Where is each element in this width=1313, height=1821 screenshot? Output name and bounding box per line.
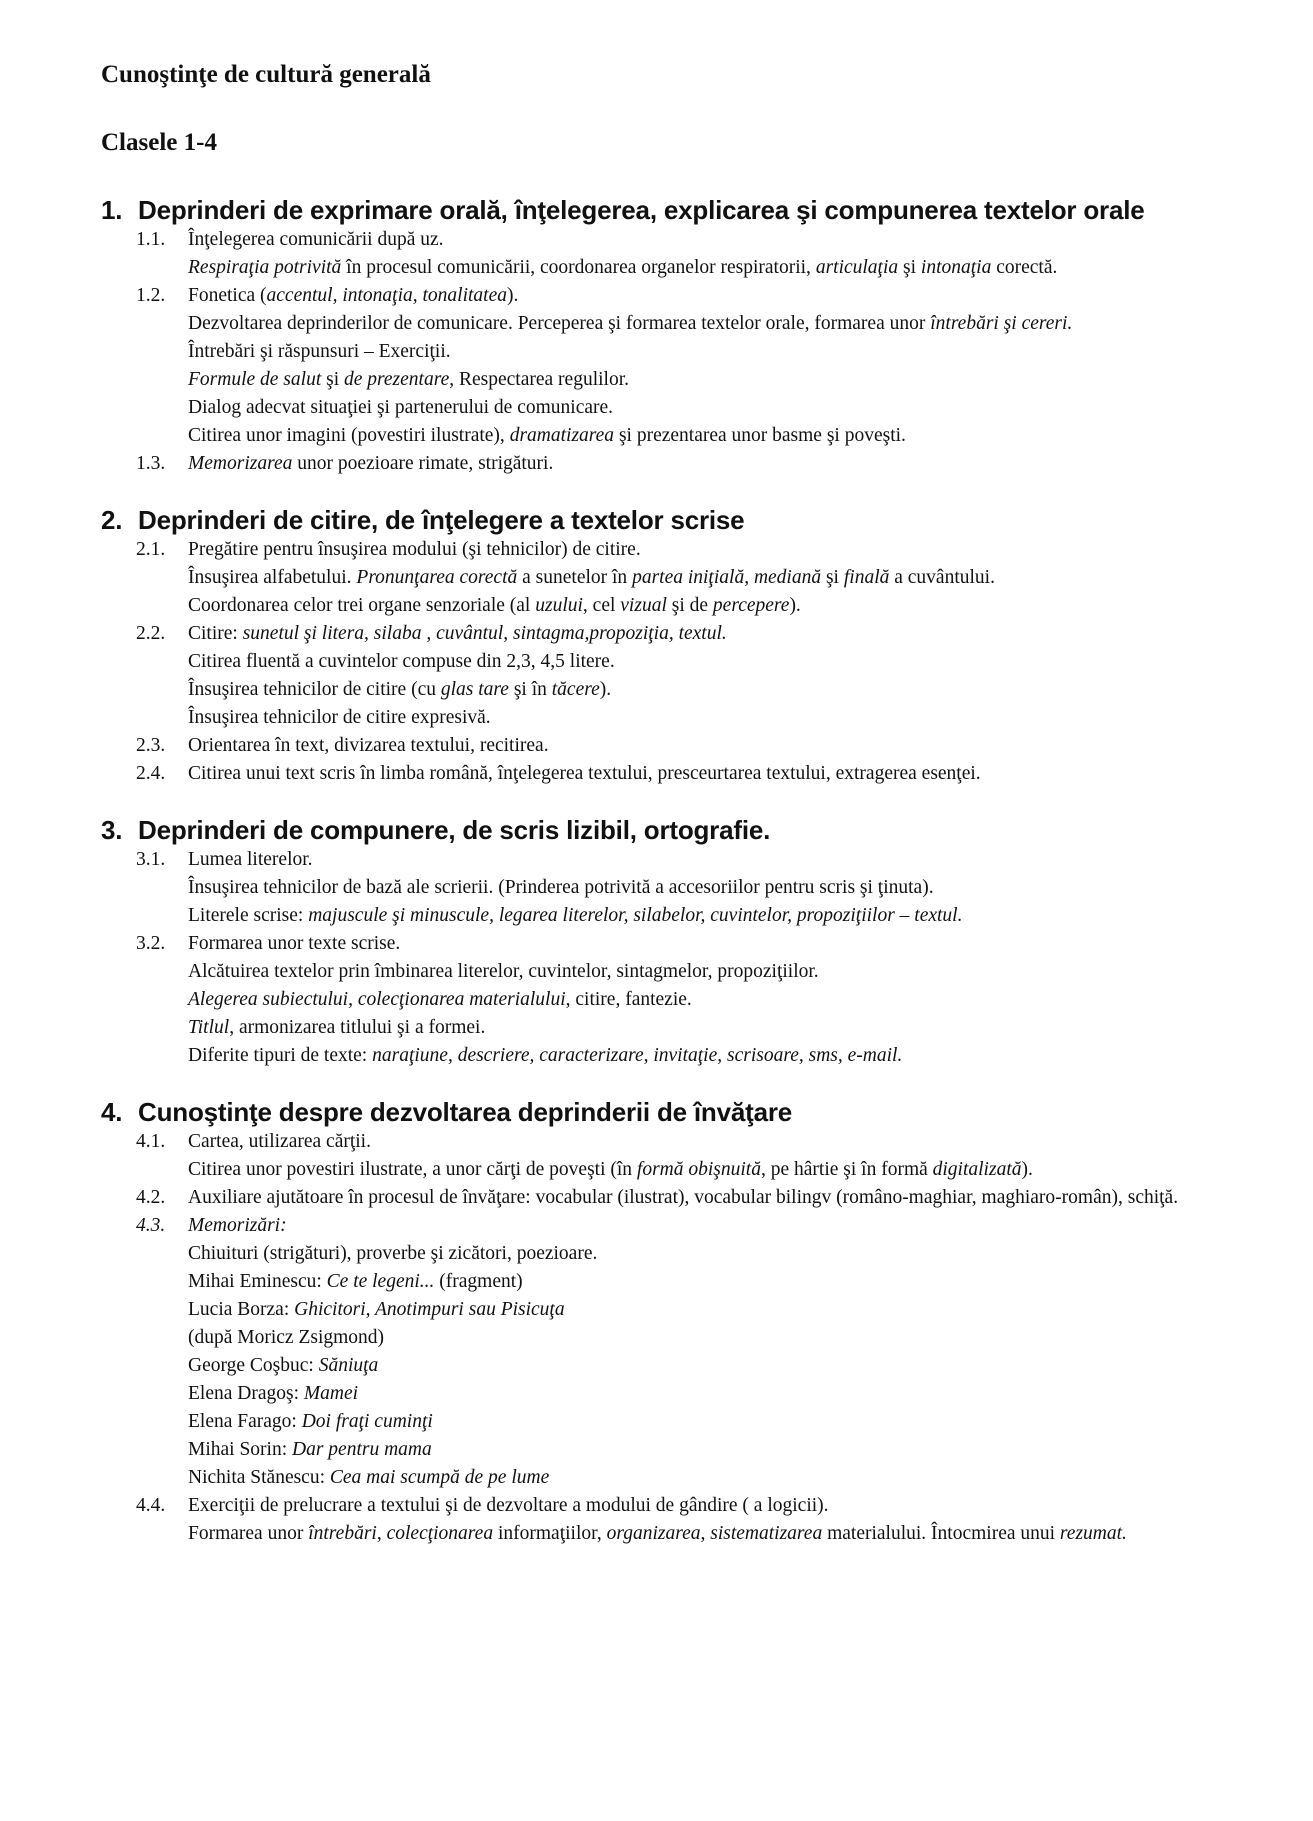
- text-segment: Citirea unor povestiri ilustrate, a unor cărţi de poveşti (în: [188, 1159, 637, 1180]
- text-segment: ).: [506, 285, 519, 306]
- text-segment: (fragment): [434, 1271, 523, 1292]
- text-line: [188, 1296, 1233, 1324]
- italic-text: tăcere: [551, 679, 600, 700]
- item-body: [188, 1212, 1233, 1492]
- italic-text: Cea mai scumpă de pe lume: [329, 1467, 550, 1488]
- section-title: Cunoştinţe despre dezvoltarea deprinderii de învăţare: [138, 1097, 793, 1127]
- text-segment: , pe hârtie şi în formă: [760, 1159, 933, 1180]
- item-body: [188, 450, 1233, 478]
- text-segment: ).: [599, 679, 612, 700]
- text-line: [188, 1042, 1233, 1070]
- text-line: [188, 958, 1233, 986]
- text-segment: corectă.: [991, 257, 1058, 278]
- section-heading: [101, 504, 1233, 536]
- italic-text: întrebări şi cereri.: [930, 313, 1073, 334]
- italic-text: Titlul: [188, 1017, 230, 1038]
- item-body: [188, 1128, 1233, 1184]
- text-line: [188, 422, 1233, 450]
- item-body: [188, 930, 1233, 1070]
- text-line: [188, 874, 1233, 902]
- italic-text: Formule de salut: [188, 369, 322, 390]
- text-line: [188, 1324, 1233, 1352]
- italic-text: Memorizări:: [188, 1215, 287, 1236]
- italic-text: Mamei: [303, 1383, 359, 1404]
- item-body: [188, 732, 1233, 760]
- text-line: [188, 1492, 1233, 1520]
- text-line: [188, 620, 1233, 648]
- list-item: [136, 1184, 1233, 1212]
- section: [101, 194, 1233, 478]
- italic-text: întrebări: [308, 1523, 377, 1544]
- item-number: 4.2.: [136, 1187, 166, 1208]
- list-item: [136, 930, 1233, 1070]
- section-number: 2.: [101, 505, 123, 535]
- text-segment: şi de: [666, 595, 713, 616]
- text-segment: , Respectarea regulilor.: [449, 369, 629, 390]
- text-segment: şi prezentarea unor basme şi poveşti.: [614, 425, 906, 446]
- italic-text: Alegerea subiectului, colecţionarea materialului: [188, 989, 566, 1010]
- section: [101, 504, 1233, 788]
- document-subtitle: Clasele 1-4: [101, 129, 217, 156]
- text-segment: ).: [789, 595, 801, 616]
- italic-text: accentul, intonaţia, tonalitatea: [266, 285, 507, 306]
- italic-text: rezumat.: [1059, 1523, 1127, 1544]
- text-line: [188, 564, 1233, 592]
- text-segment: ,: [376, 1523, 387, 1544]
- item-number: 2.1.: [136, 539, 166, 560]
- list-item: [136, 846, 1233, 930]
- italic-text: formă obişnuită: [636, 1159, 761, 1180]
- list-item: [136, 1212, 1233, 1492]
- text-segment: Formarea unor: [188, 1523, 309, 1544]
- text-segment: Elena Dragoş:: [188, 1383, 304, 1404]
- italic-text: naraţiune, descriere, caracterizare, invitaţie, scrisoare, sms, e-mail.: [372, 1045, 903, 1066]
- list-item: [136, 1128, 1233, 1184]
- section-number: 3.: [101, 815, 123, 845]
- text-segment: Coordonarea celor trei organe senzoriale (al: [188, 595, 536, 616]
- list-item: [136, 536, 1233, 620]
- italic-text: Doi fraţi cuminţi: [301, 1411, 433, 1432]
- text-segment: a cuvântului.: [889, 567, 995, 588]
- text-line: [188, 930, 1233, 958]
- list-item: [136, 450, 1233, 478]
- italic-text: Ce te legeni...: [326, 1271, 435, 1292]
- text-segment: Citirea unui text scris în limba română, înţelegerea textului, presceurtarea textului, extragerea esenţei.: [188, 763, 981, 784]
- text-segment: Citirea unor imagini (povestiri ilustrate),: [188, 425, 510, 446]
- italic-text: Săniuţa: [318, 1355, 379, 1376]
- list-item: [136, 1492, 1233, 1548]
- italic-text: dramatizarea: [509, 425, 615, 446]
- text-line: [188, 1212, 1233, 1240]
- text-segment: unor poezioare rimate, strigături.: [292, 453, 554, 474]
- text-segment: Literele scrise:: [188, 905, 309, 926]
- italic-text: Ghicitori, Anotimpuri sau Pisicuţa: [294, 1299, 565, 1320]
- text-segment: , cel: [582, 595, 621, 616]
- text-segment: Exerciţii de prelucrare a textului şi de dezvoltare a modului de gândire ( a logicii).: [188, 1495, 829, 1516]
- italic-text: partea iniţială, mediană: [632, 567, 822, 588]
- item-body: [188, 1184, 1233, 1212]
- list-item: [136, 226, 1233, 282]
- italic-text: sistematizarea: [710, 1523, 823, 1544]
- text-line: [188, 1128, 1233, 1156]
- text-line: [188, 366, 1233, 394]
- item-body: [188, 226, 1233, 282]
- item-number: 3.2.: [136, 933, 166, 954]
- text-segment: George Coşbuc:: [188, 1355, 319, 1376]
- text-line: [188, 1268, 1233, 1296]
- text-segment: Înţelegerea comunicării după uz.: [188, 229, 444, 250]
- text-segment: în procesul comunicării, coordonarea organelor respiratorii,: [341, 257, 816, 278]
- text-segment: şi: [898, 257, 921, 278]
- text-line: [188, 226, 1233, 254]
- text-line: [188, 1014, 1233, 1042]
- text-line: [188, 846, 1233, 874]
- italic-text: finală: [843, 567, 890, 588]
- text-segment: Pregătire pentru însuşirea modului (şi tehnicilor) de citire.: [188, 539, 641, 560]
- item-body: [188, 620, 1233, 732]
- italic-text: Pronunţarea corectă: [356, 567, 518, 588]
- text-segment: materialului. Întocmirea unui: [822, 1523, 1060, 1544]
- text-segment: şi în: [508, 679, 552, 700]
- item-body: [188, 846, 1233, 930]
- text-line: [188, 1464, 1233, 1492]
- italic-text: vizual: [620, 595, 667, 616]
- section-heading: [101, 194, 1233, 226]
- list-item: [136, 620, 1233, 732]
- text-line: [188, 310, 1233, 338]
- text-line: [188, 1436, 1233, 1464]
- section-number: 4.: [101, 1097, 123, 1127]
- section-title: Deprinderi de citire, de înţelegere a textelor scrise: [138, 505, 745, 535]
- italic-text: organizarea: [606, 1523, 701, 1544]
- text-segment: Orientarea în text, divizarea textului, recitirea.: [188, 735, 549, 756]
- section: [101, 1096, 1233, 1548]
- text-segment: Alcătuirea textelor prin îmbinarea literelor, cuvintelor, sintagmelor, propoziţiilor.: [188, 961, 819, 982]
- text-line: [188, 648, 1233, 676]
- italic-text: majuscule şi minuscule, legarea literelor, silabelor, cuvintelor, propoziţiilor – textul.: [308, 905, 963, 926]
- italic-text: Memorizarea: [188, 453, 293, 474]
- section: [101, 814, 1233, 1070]
- item-number: 2.4.: [136, 763, 166, 784]
- text-segment: informaţiilor,: [493, 1523, 607, 1544]
- item-number: 1.1.: [136, 229, 166, 250]
- text-line: [188, 282, 1233, 310]
- text-segment: Însuşirea tehnicilor de citire expresivă.: [188, 707, 491, 728]
- italic-text: digitalizată: [932, 1159, 1022, 1180]
- text-segment: Însuşirea tehnicilor de bază ale scrierii. (Prinderea potrivită a accesoriilor pentru scris şi ţinuta).: [188, 877, 934, 898]
- italic-text: sunetul şi litera, silaba , cuvântul, sintagma,propoziţia, textul.: [242, 623, 727, 644]
- text-segment: ).: [1021, 1159, 1033, 1180]
- document-title: Cunoştinţe de cultură generală: [101, 61, 431, 88]
- text-segment: a sunetelor în: [517, 567, 633, 588]
- text-line: [188, 676, 1233, 704]
- text-line: [188, 592, 1233, 620]
- list-item: [136, 732, 1233, 760]
- text-segment: Însuşirea tehnicilor de citire (cu: [188, 679, 441, 700]
- item-body: [188, 1492, 1233, 1548]
- text-segment: Mihai Sorin:: [188, 1439, 293, 1460]
- italic-text: percepere: [712, 595, 790, 616]
- italic-text: intonaţia: [920, 257, 992, 278]
- text-line: [188, 1380, 1233, 1408]
- text-line: [188, 1520, 1233, 1548]
- text-line: [188, 254, 1233, 282]
- text-line: [188, 1156, 1233, 1184]
- text-segment: Citire:: [188, 623, 243, 644]
- text-segment: Dezvoltarea deprinderilor de comunicare. Perceperea şi formarea textelor orale, formarea unor: [188, 313, 931, 334]
- text-segment: Dialog adecvat situaţiei şi partenerului de comunicare.: [188, 397, 614, 418]
- list-item: [136, 282, 1233, 450]
- text-segment: şi: [321, 369, 344, 390]
- text-segment: Nichita Stănescu:: [188, 1467, 330, 1488]
- text-segment: Mihai Eminescu:: [188, 1271, 327, 1292]
- section-heading: [101, 814, 1233, 846]
- item-number: 4.3.: [136, 1215, 166, 1236]
- text-segment: Lumea literelor.: [188, 849, 313, 870]
- item-number: 1.2.: [136, 285, 166, 306]
- italic-text: uzului: [535, 595, 583, 616]
- text-segment: , armonizarea titlului şi a formei.: [229, 1017, 486, 1038]
- section-heading: [101, 1096, 1233, 1128]
- text-segment: Cartea, utilizarea cărţii.: [188, 1131, 371, 1152]
- text-line: [188, 1240, 1233, 1268]
- text-line: [188, 732, 1233, 760]
- section-title: Deprinderi de exprimare orală, înţelegerea, explicarea şi compunerea textelor orale: [138, 195, 1145, 225]
- item-body: [188, 282, 1233, 450]
- item-number: 1.3.: [136, 453, 166, 474]
- text-line: [188, 536, 1233, 564]
- item-number: 2.2.: [136, 623, 166, 644]
- text-line: [188, 450, 1233, 478]
- list-item: [136, 760, 1233, 788]
- item-body: [188, 760, 1233, 788]
- text-segment: , citire, fantezie.: [565, 989, 692, 1010]
- text-line: [188, 902, 1233, 930]
- text-line: [188, 1184, 1233, 1212]
- item-number: 4.1.: [136, 1131, 166, 1152]
- text-line: [188, 986, 1233, 1014]
- text-line: [188, 338, 1233, 366]
- text-segment: şi: [821, 567, 844, 588]
- text-line: [188, 760, 1233, 788]
- text-segment: Lucia Borza:: [188, 1299, 295, 1320]
- text-segment: Elena Farago:: [188, 1411, 302, 1432]
- item-number: 2.3.: [136, 735, 166, 756]
- text-segment: Citirea fluentă a cuvintelor compuse din 2,3, 4,5 litere.: [188, 651, 615, 672]
- text-segment: Însuşirea alfabetului.: [188, 567, 357, 588]
- text-segment: Auxiliare ajutătoare în procesul de învăţare: vocabular (ilustrat), vocabular bilingv (româno-maghiar, maghiaro-român), schiţă.: [188, 1187, 1179, 1208]
- text-segment: ,: [700, 1523, 711, 1544]
- section-title: Deprinderi de compunere, de scris lizibil, ortografie.: [138, 815, 771, 845]
- text-line: [188, 704, 1233, 732]
- item-number: 4.4.: [136, 1495, 166, 1516]
- text-line: [188, 1408, 1233, 1436]
- text-line: [188, 394, 1233, 422]
- sections-container: [101, 194, 1233, 1548]
- text-segment: Fonetica (: [188, 285, 267, 306]
- item-number: 3.1.: [136, 849, 166, 870]
- text-segment: (după Moricz Zsigmond): [188, 1327, 385, 1348]
- italic-text: Respiraţia potrivită: [188, 257, 342, 278]
- section-number: 1.: [101, 195, 123, 225]
- italic-text: colecţionarea: [386, 1523, 494, 1544]
- item-body: [188, 536, 1233, 620]
- italic-text: Dar pentru mama: [292, 1439, 432, 1460]
- italic-text: glas tare: [440, 679, 509, 700]
- text-segment: Formarea unor texte scrise.: [188, 933, 401, 954]
- text-segment: Întrebări şi răspunsuri – Exerciţii.: [188, 341, 451, 362]
- text-segment: Chiuituri (strigături), proverbe şi zicători, poezioare.: [188, 1243, 598, 1264]
- italic-text: articulaţia: [815, 257, 899, 278]
- text-segment: Diferite tipuri de texte:: [188, 1045, 373, 1066]
- italic-text: de prezentare: [344, 369, 450, 390]
- text-line: [188, 1352, 1233, 1380]
